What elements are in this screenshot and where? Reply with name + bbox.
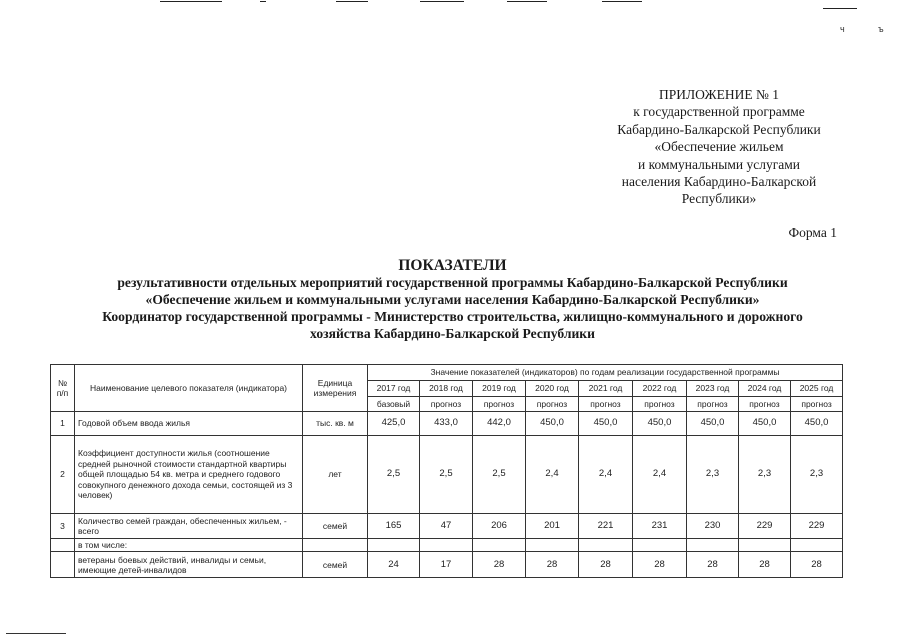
row-value: 229 (791, 514, 843, 539)
table-row (51, 552, 843, 578)
row-value: 2,3 (739, 436, 791, 514)
header-kind: базовый (368, 397, 420, 412)
row-value: 231 (633, 514, 687, 539)
row-unit: тыс. кв. м (303, 412, 368, 436)
scan-artifact-line (507, 1, 547, 2)
row-value: 221 (579, 514, 633, 539)
form-label: Форма 1 (788, 225, 837, 240)
row-value: 450,0 (633, 412, 687, 436)
header-kind: прогноз (473, 397, 526, 412)
table-row (51, 436, 843, 514)
appendix-line: и коммунальными услугами (638, 156, 800, 172)
row-value: 28 (687, 552, 739, 578)
header-year: 2022 год (633, 381, 687, 397)
row-num: 3 (51, 514, 75, 539)
row-value (791, 539, 843, 552)
row-value: 433,0 (420, 412, 473, 436)
row-value (687, 539, 739, 552)
row-value: 450,0 (791, 412, 843, 436)
row-value: 2,3 (687, 436, 739, 514)
table-row (51, 539, 843, 552)
row-value: 165 (368, 514, 420, 539)
header-year: 2020 год (526, 381, 579, 397)
row-value: 2,4 (633, 436, 687, 514)
heading-line: результативности отдельных мероприятий государственной программы Кабардино-Балкарской Республики (117, 275, 788, 290)
row-value: 450,0 (687, 412, 739, 436)
scan-artifact-line (336, 1, 368, 2)
row-unit: лет (303, 436, 368, 514)
document-title: ПОКАЗАТЕЛИ (398, 257, 507, 274)
header-year: 2018 год (420, 381, 473, 397)
header-kind: прогноз (633, 397, 687, 412)
row-value: 47 (420, 514, 473, 539)
scan-artifact-line (602, 1, 642, 2)
row-value: 2,4 (579, 436, 633, 514)
header-year: 2025 год (791, 381, 843, 397)
indicators-table (50, 364, 843, 578)
header-kind: прогноз (791, 397, 843, 412)
scan-artifact-line (6, 633, 66, 634)
header-year: 2021 год (579, 381, 633, 397)
scan-mark: ъ (878, 24, 884, 34)
row-value: 2,5 (473, 436, 526, 514)
row-num (51, 552, 75, 578)
document-heading (40, 257, 865, 342)
row-value: 201 (526, 514, 579, 539)
header-year: 2017 год (368, 381, 420, 397)
row-value: 230 (687, 514, 739, 539)
row-value: 2,4 (526, 436, 579, 514)
row-value: 450,0 (739, 412, 791, 436)
appendix-block (560, 86, 878, 208)
appendix-line: Кабардино-Балкарской Республики (617, 121, 821, 137)
row-unit (303, 539, 368, 552)
row-value: 2,5 (420, 436, 473, 514)
row-value: 28 (791, 552, 843, 578)
row-value (473, 539, 526, 552)
row-value: 17 (420, 552, 473, 578)
row-name: ветераны боевых действий, инвалиды и семьи, имеющие детей-инвалидов (75, 552, 303, 578)
row-name: Годовой объем ввода жилья (75, 412, 303, 436)
header-num: № п/п (51, 365, 75, 412)
header-kind: прогноз (579, 397, 633, 412)
appendix-line: ПРИЛОЖЕНИЕ № 1 (658, 87, 780, 102)
row-value: 2,3 (791, 436, 843, 514)
row-value: 2,5 (368, 436, 420, 514)
row-value (579, 539, 633, 552)
row-num: 2 (51, 436, 75, 514)
scan-mark: ч (840, 24, 845, 34)
scan-artifact-line (823, 8, 857, 9)
header-year: 2024 год (739, 381, 791, 397)
header-values-group: Значение показателей (индикаторов) по годам реализации государственной программы (368, 365, 843, 381)
header-kind: прогноз (420, 397, 473, 412)
row-value: 28 (526, 552, 579, 578)
row-value (526, 539, 579, 552)
row-value: 24 (368, 552, 420, 578)
row-value: 450,0 (526, 412, 579, 436)
heading-line: Координатор государственной программы - Министерство строительства, жилищно-коммунального и дорожного (102, 309, 803, 324)
row-value (633, 539, 687, 552)
row-num: 1 (51, 412, 75, 436)
appendix-line: Республики» (681, 191, 757, 207)
row-value (739, 539, 791, 552)
row-value: 28 (473, 552, 526, 578)
header-kind: прогноз (687, 397, 739, 412)
row-value: 425,0 (368, 412, 420, 436)
row-value: 28 (633, 552, 687, 578)
header-kind: прогноз (526, 397, 579, 412)
row-unit: семей (303, 514, 368, 539)
appendix-line: «Обеспечение жильем (654, 139, 784, 155)
header-kind: прогноз (739, 397, 791, 412)
row-value: 450,0 (579, 412, 633, 436)
heading-line: «Обеспечение жильем и коммунальными услугами населения Кабардино-Балкарской Республики» (145, 292, 760, 307)
row-name: Коэффициент доступности жилья (соотношение средней рыночной стоимости стандартной квартиры общей площадью 54 кв. метра и среднего годового совокупного денежного дохода семьи, состоящей из 3 человек) (75, 436, 303, 514)
heading-line: хозяйства Кабардино-Балкарской Республики (310, 326, 595, 341)
row-value (368, 539, 420, 552)
header-year: 2023 год (687, 381, 739, 397)
row-name: в том числе: (75, 539, 303, 552)
row-num (51, 539, 75, 552)
scan-artifact-line (260, 1, 266, 2)
header-unit: Единица измерения (303, 365, 368, 412)
table-row (51, 412, 843, 436)
appendix-line: к государственной программе (633, 104, 805, 120)
table-row (51, 514, 843, 539)
row-value: 229 (739, 514, 791, 539)
scan-artifact-line (160, 1, 222, 2)
row-value (420, 539, 473, 552)
row-name: Количество семей граждан, обеспеченных жильем, - всего (75, 514, 303, 539)
scan-artifact-line (420, 1, 464, 2)
row-value: 442,0 (473, 412, 526, 436)
row-value: 28 (739, 552, 791, 578)
header-year: 2019 год (473, 381, 526, 397)
appendix-line: населения Кабардино-Балкарской (621, 174, 817, 190)
row-value: 206 (473, 514, 526, 539)
row-value: 28 (579, 552, 633, 578)
row-unit: семей (303, 552, 368, 578)
header-name: Наименование целевого показателя (индикатора) (75, 365, 303, 412)
